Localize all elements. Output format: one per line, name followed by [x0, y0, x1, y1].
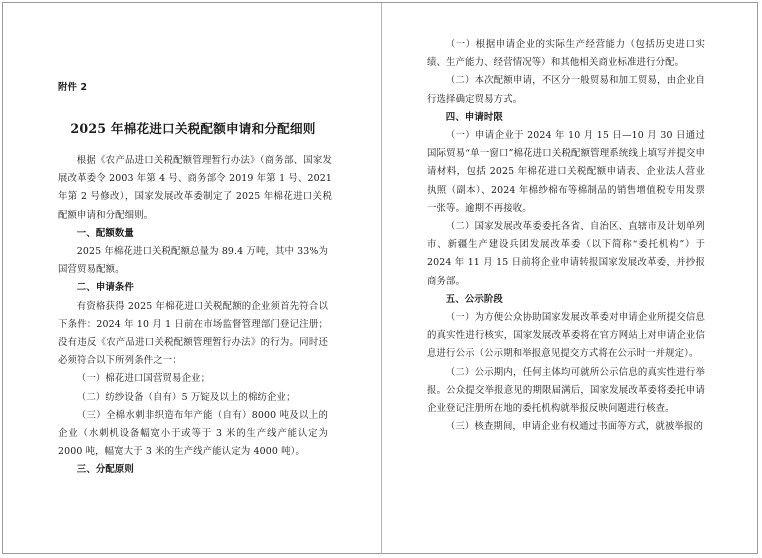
publicity-item: （三）核查期间，申请企业有权通过书面等方式，就被举报的	[445, 421, 703, 433]
section-heading-publicity: 五、公示阶段	[445, 293, 503, 305]
deadline-item: （二）国家发展改革委委托各省、自治区、直辖市及计划单列市、新疆生产建设兵团发展改革委（以下简称“委托机构”）于 2024 年 11 月 15 日前将企业申请转报国家发展改革委，并抄报商务部。	[427, 221, 705, 287]
allocation-item: （一）根据申请企业的实际生产经营能力（包括历史进口实绩、生产能力、经营情况等）和其他相关商业标准进行分配。	[427, 39, 705, 69]
page-divider	[381, 3, 382, 554]
allocation-item: （二）本次配额申请，不区分一般贸易和加工贸易，由企业自行选择确定贸易方式。	[427, 75, 705, 105]
condition-item: （一）棉花进口国营贸易企业；	[76, 373, 211, 385]
section-heading-conditions: 二、申请条件	[76, 282, 134, 294]
right-page-body	[427, 36, 705, 436]
left-page-body	[58, 152, 332, 480]
publicity-item: （二）公示期内，任何主体均可就所公示信息的真实性进行举报。公众提交举报意见的期限届满后，国家发展改革委将委托申请企业登记注册所在地的委托机构就举报反映问题进行核查。	[427, 366, 705, 415]
document-title: 2025 年棉花进口关税配额申请和分配细则	[70, 121, 316, 136]
deadline-item: （一）申请企业于 2024 年 10 月 15 日—10 月 30 日通过国际贸易“单一窗口”棉花进口关税配额管理系统线上填写并提交申请材料，包括 2025 年棉花进口关税配额申请表、企业法人营业执照（副本）、2024 年棉纱棉布等棉制品的销售增值税专用发票一张等。逾期不再接收。	[427, 130, 705, 214]
section-heading-allocation: 三、分配原则	[76, 464, 134, 476]
condition-item: （二）纺纱设备（自有）5 万锭及以上的棉纺企业；	[76, 391, 296, 403]
publicity-item: （一）为方便公众协助国家发展改革委对申请企业所提交信息的真实性进行核实，国家发展改革委将在官方网站上对申请企业信息进行公示（公示期和举报意见提交方式将在公示时一并规定）。	[427, 312, 705, 360]
quota-paragraph: 2025 年棉花进口关税配额总量为 89.4 万吨，其中 33%为国营贸易配额。	[58, 246, 328, 276]
section-heading-quota: 一、配额数量	[76, 227, 134, 239]
conditions-paragraph: 有资格获得 2025 年棉花进口关税配额的企业须首先符合以下条件：2024 年 10 月 1 日前在市场监督管理部门登记注册；没有违反《农产品进口关税配额管理暂行办法》的行为。同时还必须符合以下所列条件之一：	[58, 300, 328, 367]
condition-item: （三）全棉水刺非织造布年产能（自有）8000 吨及以上的企业（水刺机设备幅宽小于或等于 3 米的生产线产能认定为 2000 吨，幅宽大于 3 米的生产线产能认定为 4000 吨）。	[58, 409, 328, 458]
intro-paragraph: 根据《农产品进口关税配额管理暂行办法》（商务部、国家发展改革委令 2003 年第 4 号、商务部令 2019 年第 1 号、2021 年第 2 号修改），国家发展改革委制定了 2025 年棉花进口关税配额申请和分配细则。	[58, 155, 332, 221]
attachment-label: 附件 2	[58, 82, 88, 93]
section-heading-deadline: 四、申请时限	[445, 111, 503, 123]
